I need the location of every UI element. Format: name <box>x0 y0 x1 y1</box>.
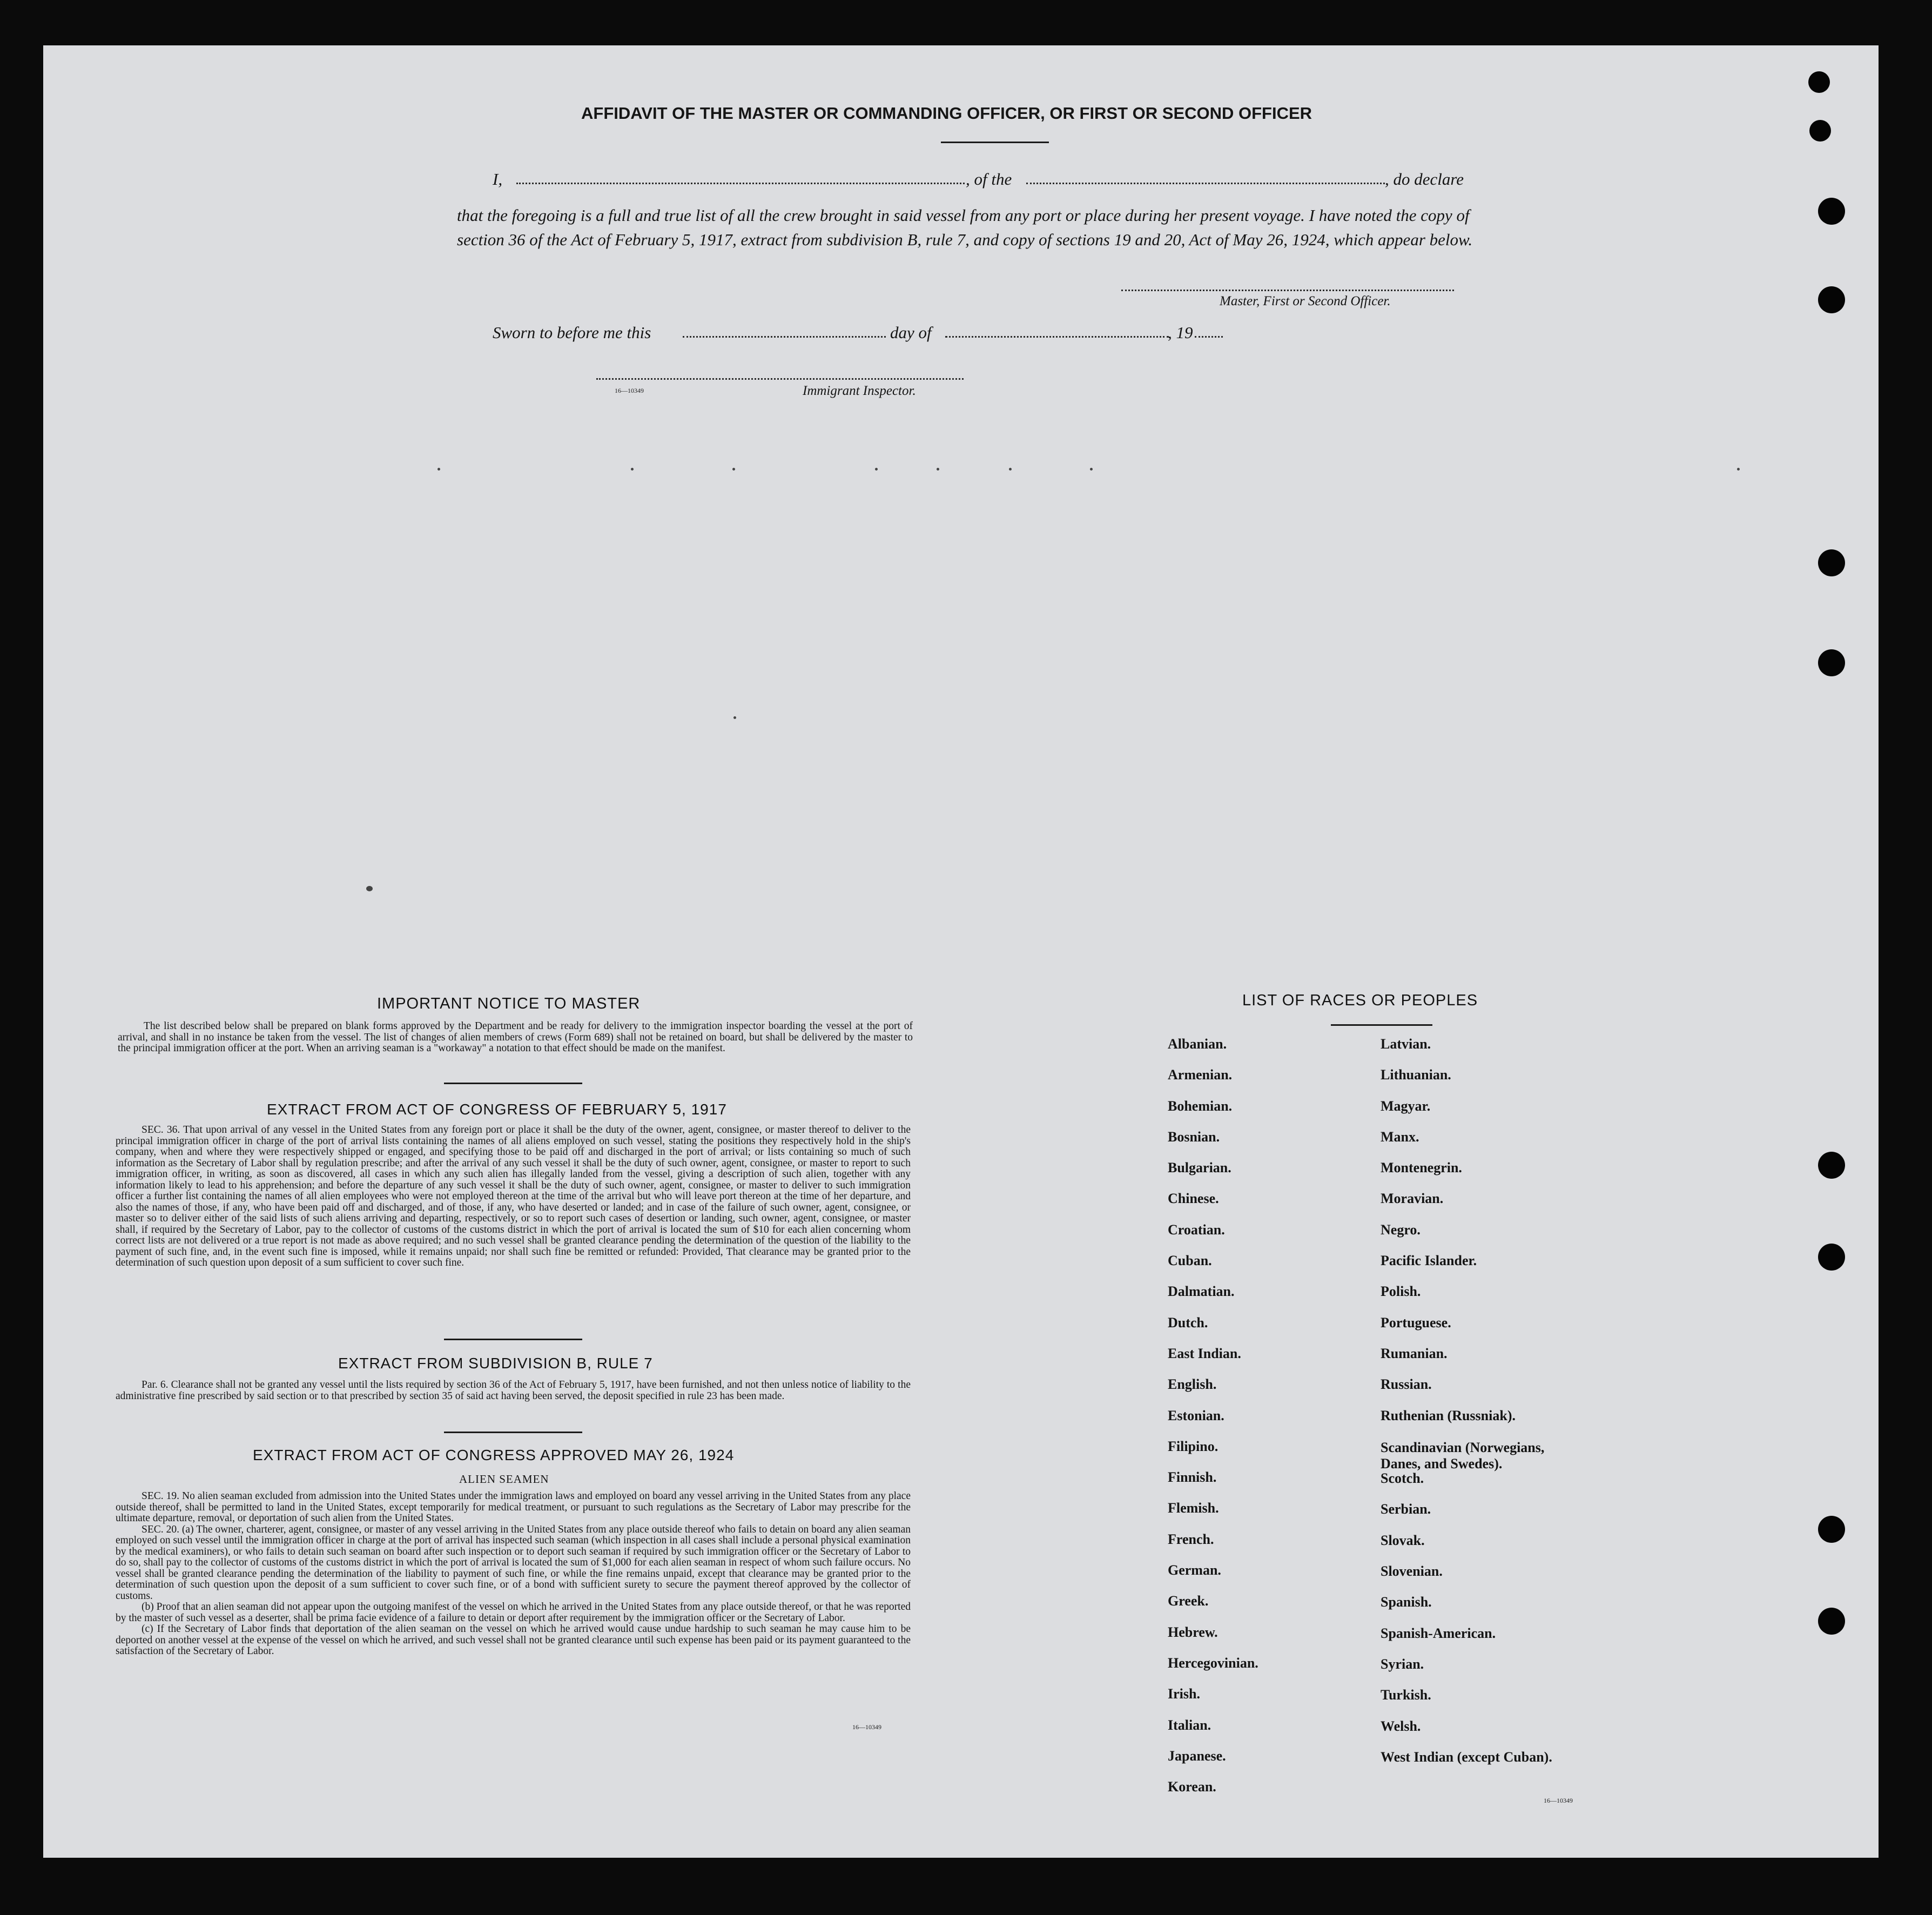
race-item: German. <box>1168 1562 1221 1578</box>
race-item: Pacific Islander. <box>1381 1253 1477 1269</box>
race-item: Hebrew. <box>1168 1624 1218 1640</box>
race-item: Spanish. <box>1381 1594 1432 1610</box>
punch-hole <box>1818 1608 1845 1635</box>
inspector-label: Immigrant Inspector. <box>803 384 916 398</box>
races-title: LIST OF RACES OR PEOPLES <box>1242 992 1478 1009</box>
race-item: Italian. <box>1168 1717 1211 1733</box>
vessel-name-field[interactable] <box>1026 183 1385 184</box>
extract-1924-title: EXTRACT FROM ACT OF CONGRESS APPROVED MAY 26, 1924 <box>253 1447 735 1463</box>
affidavit-statement: that the foregoing is a full and true list of all the crew brought in said vessel from any port or place during her present voyage. I have noted the copy of section 36 of the Act of February 5, 1917, extract from subdivision B, rule 7, and copy of sections 19 and 20, Act of May 26, 1924, which appear below. <box>457 206 1473 249</box>
race-item: Scotch. <box>1381 1470 1424 1487</box>
scan-speck <box>366 886 373 891</box>
race-item: Korean. <box>1168 1779 1216 1795</box>
sec-36-paragraph: SEC. 36. That upon arrival of any vessel in the United States from any foreign port or place it shall be the duty of the owner, agent, consignee, or master thereof to deliver to the principal immigration officer in charge of the port of arrival lists containing the names of all aliens employed on such vessel, stating the positions they respectively hold in the ship's company, when and where they were respectively shipped or engaged, and specifying those to be paid off and discharged in the port of arrival; or lists containing so much of such information as the Secretary of Labor shall by regulation prescribe; and after the arrival of any such vessel it shall be the duty of such owner, agent, consignee, or master to report to such immigration officer, in writing, as soon as discovered, all cases in which any such alien has illegally landed from the vessel, giving a description of such alien, together with any information likely to lead to his apprehension; and before the departure of any such vessel it shall be the duty of such owner, agent, consignee, or master to deliver to such immigration officer a further list containing the names of all alien employees who were not employed thereon at the time of the arrival but who will leave port thereon at the time of her departure, and also the names of those, if any, who have been paid off and discharged, and of those, if any, who have deserted or landed; and in case of the failure of such owner, agent, consignee, or master so to deliver either of the said lists of such aliens arriving and departing, respectively, or so to report such cases of desertion or landing, such owner, agent, consignee, or master shall, if required by the Secretary of Labor, pay to the collector of customs of the customs district in which the port of arrival is located the sum of $10 for each alien concerning whom correct lists are not delivered or a true report is not made as above required; and no such vessel shall be granted clearance pending the determination of the question of the liability to the payment of such fine, and, in the event such fine is imposed, while it remains unpaid; nor shall such fine be remitted or refunded: Provided, That clearance may be granted prior to the determination of such question upon deposit of a sum sufficient to cover such fine. <box>116 1124 911 1268</box>
race-item: Polish. <box>1381 1284 1421 1300</box>
race-item: Turkish. <box>1381 1687 1431 1703</box>
race-item: Dalmatian. <box>1168 1284 1235 1300</box>
punch-hole <box>1818 1244 1845 1271</box>
race-item: Spanish-American. <box>1381 1625 1496 1641</box>
race-item: Montenegrin. <box>1381 1160 1462 1176</box>
sworn-day-field[interactable] <box>683 336 886 338</box>
races-right-column <box>1381 1036 1575 1780</box>
notice-text <box>118 1021 913 1054</box>
race-item: Greek. <box>1168 1593 1209 1609</box>
race-item: Filipino. <box>1168 1438 1219 1454</box>
races-title-rule <box>1331 1024 1432 1026</box>
sec-20b-paragraph: (b) Proof that an alien seaman did not appear upon the outgoing manifest of the vessel on which he arrived in the United States from any place outside thereof, or that he was reported by the master of such vessel as a deserter, shall be prima facie evidence of a failure to detain or deport after requirement by the immigration officer or the Secretary of Labor. <box>116 1601 911 1624</box>
scan-speck <box>937 468 939 471</box>
race-item: Bosnian. <box>1168 1128 1220 1145</box>
notice-divider <box>444 1083 582 1084</box>
race-item: Syrian. <box>1381 1656 1424 1672</box>
race-item: English. <box>1168 1376 1217 1393</box>
race-item: Albanian. <box>1168 1036 1227 1052</box>
race-item: Croatian. <box>1168 1221 1225 1238</box>
alien-seamen-subtitle: ALIEN SEAMEN <box>459 1473 549 1486</box>
affidavit-do-declare-label: , do declare <box>1385 170 1464 189</box>
scan-speck <box>437 468 440 471</box>
scan-speck <box>732 468 735 471</box>
scan-speck <box>875 468 878 471</box>
notice-title: IMPORTANT NOTICE TO MASTER <box>377 995 641 1012</box>
race-item: Ruthenian (Russniak). <box>1381 1407 1516 1423</box>
extract-1917-divider <box>444 1339 582 1340</box>
sec-20a-paragraph: SEC. 20. (a) The owner, charterer, agent, consignee, or master of any vessel arriving in the United States from any place outside thereof who fails to detain on board any alien seaman employed on such vessel until the immigration officer in charge at the port of arrival has inspected such seaman (which inspection in all cases shall include a personal physical examination by the medical examiners), or who fails to detain such seaman on board after such inspection or to deport such seaman if required by such immigration officer or the Secretary of Labor to do so, shall pay to the collector of customs of the customs district in which the port of arrival is located the sum of $1,000 for each alien seaman in respect of whom such failure occurs. No vessel shall be granted clearance pending the determination of the liability to payment of such fine, or while the fine remains unpaid, except that clearance may be granted prior to the determination of such question upon the deposit of a sum sufficient to cover such fine, or of a bond with sufficient surety to secure the payment thereof approved by the collector of customs. <box>116 1523 911 1602</box>
scan-speck <box>1090 468 1093 471</box>
race-item: Bulgarian. <box>1168 1160 1231 1176</box>
punch-hole <box>1808 71 1830 93</box>
race-item: Magyar. <box>1381 1098 1431 1114</box>
race-item: Serbian. <box>1381 1501 1431 1517</box>
extract-1924-text <box>116 1491 911 1657</box>
par-6-paragraph: Par. 6. Clearance shall not be granted any vessel until the lists required by section 36 of the Act of February 5, 1917, have been furnished, and not then unless notice of liability to the administrative fine prescribed by said section or to that prescribed by section 35 of said act having been served, the deposit specified in rule 23 has been made. <box>116 1379 911 1402</box>
extract-rule7-title: EXTRACT FROM SUBDIVISION B, RULE 7 <box>338 1355 653 1372</box>
scan-speck <box>631 468 634 471</box>
race-item: Russian. <box>1381 1376 1432 1393</box>
race-item: Bohemian. <box>1168 1098 1233 1114</box>
race-item: Estonian. <box>1168 1407 1224 1423</box>
scan-speck <box>1737 468 1740 471</box>
race-item: Flemish. <box>1168 1500 1219 1516</box>
race-item: Manx. <box>1381 1128 1419 1145</box>
affidavit-title-rule <box>941 142 1049 143</box>
sworn-year-label: , 19 <box>1168 323 1193 342</box>
race-item: Welsh. <box>1381 1718 1421 1734</box>
sec-20c-paragraph: (c) If the Secretary of Labor finds that deportation of the alien seaman on the vessel on which he arrived would cause undue hardship to such seaman he may cause him to be deported on another vessel at the expense of the vessel on which he arrived, and such vessel shall not be granted clearance until such expense has been paid or its payment guaranteed to the satisfaction of the Secretary of Labor. <box>116 1623 911 1657</box>
affidavit-form-number: 16—10349 <box>615 387 644 394</box>
extract-1924-form-number: 16—10349 <box>852 1723 881 1731</box>
punch-hole <box>1818 198 1845 225</box>
race-item: Scandinavian (Norwegians, Danes, and Swedes). <box>1381 1439 1545 1471</box>
sworn-month-field[interactable] <box>945 336 1169 338</box>
races-form-number: 16—10349 <box>1544 1797 1573 1804</box>
race-item: West Indian (except Cuban). <box>1381 1749 1552 1765</box>
race-item: Rumanian. <box>1381 1345 1448 1361</box>
inspector-signature-field[interactable] <box>596 378 964 380</box>
race-item: Cuban. <box>1168 1253 1212 1269</box>
extract-rule7-divider <box>444 1432 582 1433</box>
punch-hole <box>1809 120 1831 142</box>
affiant-name-field[interactable] <box>516 183 965 184</box>
extract-1917-title: EXTRACT FROM ACT OF CONGRESS OF FEBRUARY 5, 1917 <box>267 1101 727 1118</box>
race-item: Chinese. <box>1168 1191 1219 1207</box>
race-item: Negro. <box>1381 1221 1421 1238</box>
sworn-year-field[interactable] <box>1195 336 1223 338</box>
punch-hole <box>1818 549 1845 576</box>
race-item: Japanese. <box>1168 1748 1226 1764</box>
sec-19-paragraph: SEC. 19. No alien seaman excluded from admission into the United States under the immigration laws and employed on board any vessel arriving in the United States from any place outside thereof, shall be permitted to land in the United States, except temporarily for medical treatment, or pursuant to such regulations as the Secretary of Labor may prescribe for the ultimate departure, removal, or deportation of such alien from the United States. <box>116 1490 911 1524</box>
race-item: Portuguese. <box>1381 1314 1451 1331</box>
sworn-prefix-label: Sworn to before me this <box>493 323 651 342</box>
master-signature-label: Master, First or Second Officer. <box>1220 294 1391 308</box>
extract-rule7-text <box>116 1380 911 1402</box>
punch-hole <box>1818 649 1845 676</box>
race-item: East Indian. <box>1168 1345 1241 1361</box>
affidavit-title: AFFIDAVIT OF THE MASTER OR COMMANDING OFFICER, OR FIRST OR SECOND OFFICER <box>581 104 1312 123</box>
race-item: Finnish. <box>1168 1469 1217 1486</box>
race-item: Slovenian. <box>1381 1563 1443 1580</box>
race-item: Slovak. <box>1381 1532 1425 1548</box>
race-item: Dutch. <box>1168 1314 1208 1331</box>
extract-1917-text <box>116 1125 911 1269</box>
scan-speck <box>1009 468 1012 471</box>
race-item: Latvian. <box>1381 1036 1431 1052</box>
scan-speck <box>733 716 736 719</box>
notice-paragraph: The list described below shall be prepared on blank forms approved by the Department and be ready for delivery to the immigration inspector boarding the vessel at the port of arrival, and shall in no instance be taken from the vessel. The list of changes of alien members of crews (Form 689) shall not be retained on board, but shall be delivered by the master to the principal immigration officer at the port. When an arriving seaman is a "workaway" a notation to that effect should be made on the manifest. <box>118 1020 913 1054</box>
race-item: Lithuanian. <box>1381 1067 1451 1083</box>
race-item: Hercegovinian. <box>1168 1655 1258 1671</box>
race-item: Armenian. <box>1168 1067 1233 1083</box>
races-left-column <box>1168 1036 1258 1810</box>
race-item: French. <box>1168 1531 1214 1547</box>
affidavit-i-label: I, <box>493 170 503 189</box>
affidavit-of-the-label: , of the <box>966 170 1012 189</box>
master-signature-field[interactable] <box>1121 290 1454 291</box>
punch-hole <box>1818 1516 1845 1543</box>
race-item: Irish. <box>1168 1686 1200 1702</box>
punch-hole <box>1818 1152 1845 1179</box>
race-item: Moravian. <box>1381 1191 1444 1207</box>
punch-hole <box>1818 286 1845 313</box>
sworn-day-of-label: day of <box>890 323 932 342</box>
